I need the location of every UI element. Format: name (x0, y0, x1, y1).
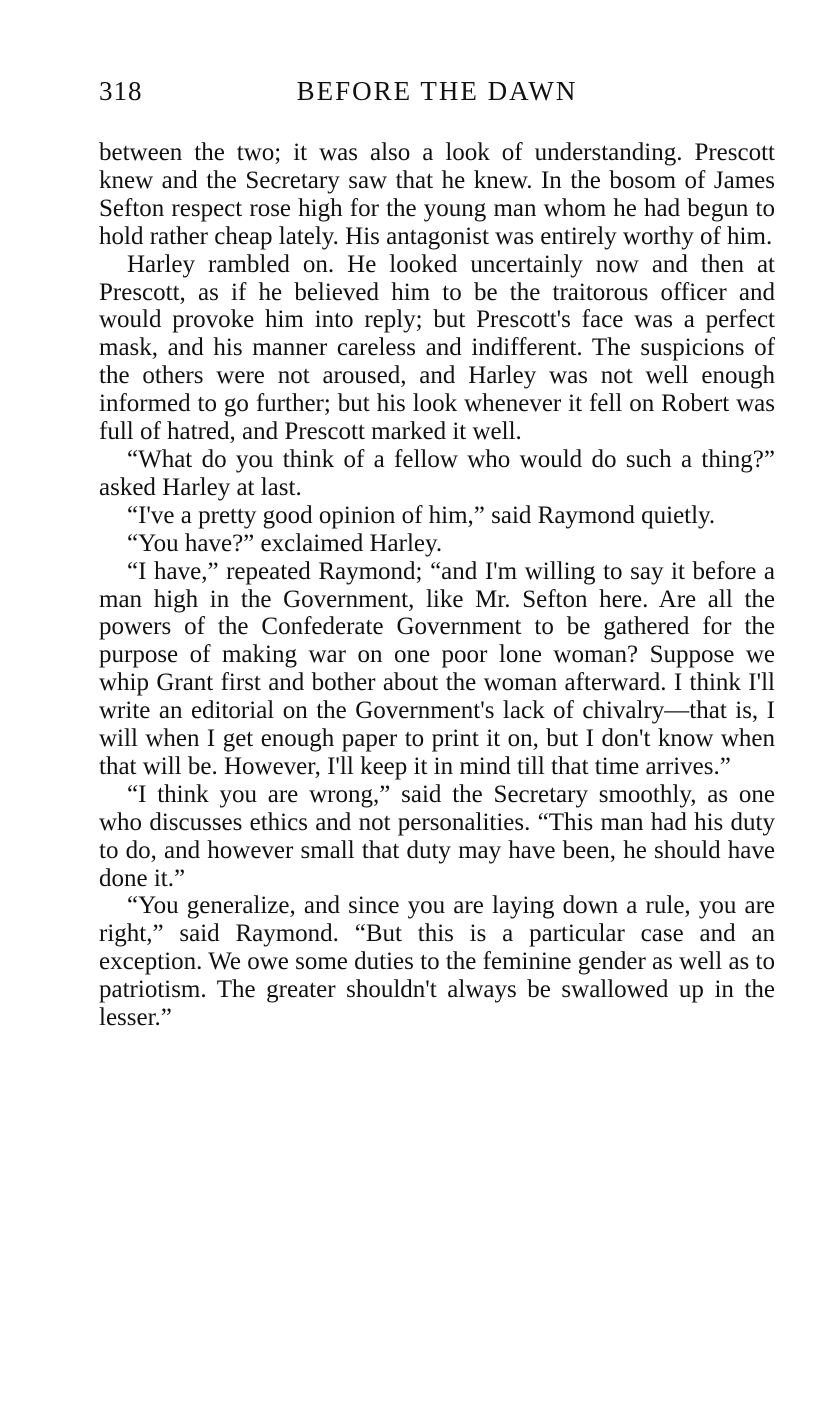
paragraph: “I've a pretty good opinion of him,” said Raymond quietly. (127, 501, 716, 529)
paragraph: Harley rambled on. He looked uncertainly now and then at Prescott, as if he believed him to be the traitorous officer and would provoke him into reply; but Prescott's face was a perfect mask, and his manner careless and indifferent. The suspicions of the others were not aroused, and Harley was not well enough informed to go further; but his look whenever it fell on Robert was full of hatred, and Prescott marked it well. (99, 250, 775, 446)
book-page (99, 76, 775, 1032)
running-head: BEFORE THE DAWN (296, 76, 578, 106)
paragraph: “I think you are wrong,” said the Secretary smoothly, as one who discusses ethics and not personalities. “This man had his duty to do, and however small that duty may have been, he should have done it.” (99, 780, 775, 892)
body-text (99, 139, 775, 1032)
paragraph: “You generalize, and since you are laying down a rule, you are right,” said Raymond. “But this is a particular case and an exception. We owe some duties to the feminine gender as well as to patriotism. The greater shouldn't always be swallowed up in the lesser.” (99, 892, 775, 1032)
page-number: 318 (99, 76, 143, 106)
page-header (99, 76, 775, 116)
paragraph: “You have?” exclaimed Harley. (127, 529, 443, 557)
paragraph: between the two; it was also a look of understanding. Prescott knew and the Secretary saw that he knew. In the bosom of James Sefton respect rose high for the young man whom he had begun to hold rather cheap lately. His antagonist was entirely worthy of him. (99, 139, 775, 250)
paragraph: “What do you think of a fellow who would do such a thing?” asked Harley at last. (99, 445, 775, 501)
paragraph: “I have,” repeated Raymond; “and I'm willing to say it before a man high in the Government, like Mr. Sefton here. Are all the powers of the Confederate Government to be gathered for the purpose of making war on one poor lone woman? Suppose we whip Grant first and bother about the woman afterward. I think I'll write an editorial on the Government's lack of chivalry—that is, I will when I get enough paper to print it on, but I don't know when that will be. However, I'll keep it in mind till that time arrives.” (99, 557, 775, 780)
